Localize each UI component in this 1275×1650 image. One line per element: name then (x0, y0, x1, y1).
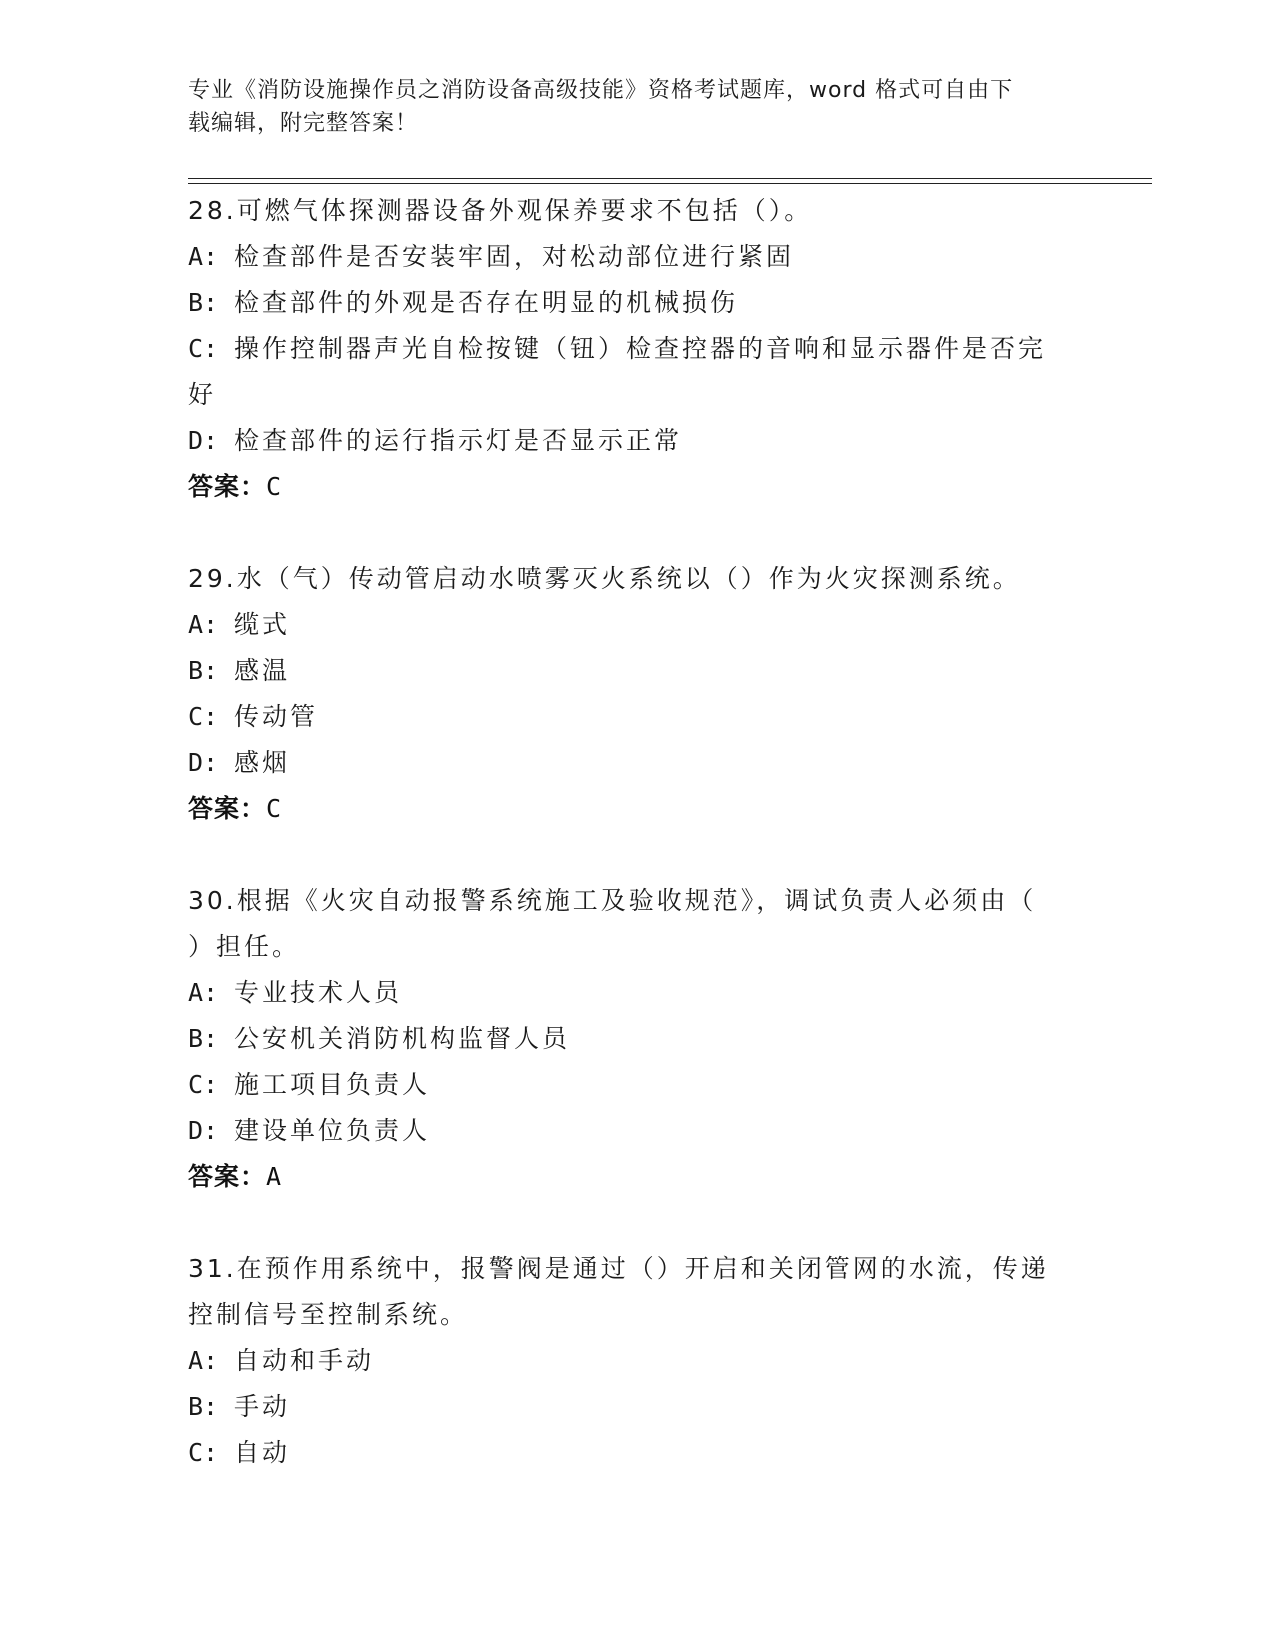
option-text: 操作控制器声光自检按键（钮）检查控器的音响和显示器件是否完 (234, 334, 1047, 363)
option-text: 自动和手动 (234, 1346, 375, 1375)
document-header (188, 74, 1068, 140)
question-stem: 30.根据《火灾自动报警系统施工及验收规范》，调试负责人必须由（ (188, 886, 1037, 915)
option-text: 建设单位负责人 (234, 1116, 431, 1145)
question-option (188, 1430, 1088, 1476)
question-option (188, 280, 1088, 326)
option-letter: C: (188, 1438, 219, 1467)
question-stem: 29.水（气）传动管启动水喷雾灭火系统以（）作为火灾探测系统。 (188, 564, 1021, 593)
question-option (188, 1016, 1088, 1062)
answer-value: A (266, 1162, 283, 1191)
question-stem: 31.在预作用系统中，报警阀是通过（）开启和关闭管网的水流，传递 (188, 1254, 1049, 1283)
answer-label: 答案： (188, 794, 267, 823)
question-item (188, 188, 1088, 510)
option-text: 公安机关消防机构监督人员 (234, 1024, 571, 1053)
option-letter: D: (188, 426, 219, 455)
option-text: 感温 (234, 656, 291, 685)
option-letter: A: (188, 978, 219, 1007)
option-text: 检查部件的运行指示灯是否显示正常 (234, 426, 683, 455)
answer-label: 答案： (188, 472, 267, 501)
option-text: 手动 (234, 1392, 291, 1421)
option-text: 专业技术人员 (234, 978, 403, 1007)
question-stem: ）担任。 (188, 932, 301, 961)
answer-label: 答案： (188, 1162, 267, 1191)
option-letter: D: (188, 1116, 219, 1145)
question-option (188, 602, 1088, 648)
answer-line (188, 464, 1088, 510)
question-gap (188, 1200, 1088, 1246)
header-line-1: 专业《消防设施操作员之消防设备高级技能》资格考试题库，word 格式可自由下 (188, 78, 1014, 103)
question-option (188, 1338, 1088, 1384)
option-letter: D: (188, 748, 219, 777)
question-option (188, 1108, 1088, 1154)
question-stem: 28.可燃气体探测器设备外观保养要求不包括（）。 (188, 196, 813, 225)
option-text: 检查部件的外观是否存在明显的机械损伤 (234, 288, 739, 317)
answer-value: C (266, 472, 283, 501)
answer-value: C (266, 794, 283, 823)
question-stem: 控制信号至控制系统。 (188, 1300, 469, 1329)
question-list (188, 188, 1088, 1476)
header-rule-bottom (188, 183, 1152, 184)
header-line-2: 载编辑，附完整答案！ (188, 111, 419, 136)
header-rule-top (188, 178, 1152, 179)
question-gap (188, 832, 1088, 878)
question-item (188, 1246, 1088, 1476)
answer-line (188, 1154, 1088, 1200)
question-item (188, 878, 1088, 1200)
question-gap (188, 510, 1088, 556)
question-option (188, 1384, 1088, 1430)
option-text: 施工项目负责人 (234, 1070, 431, 1099)
question-option (188, 1062, 1088, 1108)
question-option: 好 (188, 380, 217, 409)
question-option (188, 418, 1088, 464)
answer-line (188, 786, 1088, 832)
option-letter: A: (188, 242, 219, 271)
option-text: 传动管 (234, 702, 319, 731)
question-option (188, 234, 1088, 280)
question-option (188, 740, 1088, 786)
option-letter: C: (188, 334, 219, 363)
option-text: 感烟 (234, 748, 291, 777)
option-text: 检查部件是否安装牢固，对松动部位进行紧固 (234, 242, 795, 271)
option-letter: A: (188, 610, 219, 639)
option-letter: C: (188, 702, 219, 731)
question-option (188, 694, 1088, 740)
option-letter: B: (188, 656, 219, 685)
question-item (188, 556, 1088, 832)
option-letter: B: (188, 1024, 219, 1053)
option-letter: C: (188, 1070, 219, 1099)
question-option (188, 970, 1088, 1016)
question-option (188, 326, 1088, 372)
option-letter: B: (188, 288, 219, 317)
option-text: 缆式 (234, 610, 291, 639)
question-option (188, 648, 1088, 694)
option-text: 自动 (234, 1438, 291, 1467)
option-letter: B: (188, 1392, 219, 1421)
option-letter: A: (188, 1346, 219, 1375)
